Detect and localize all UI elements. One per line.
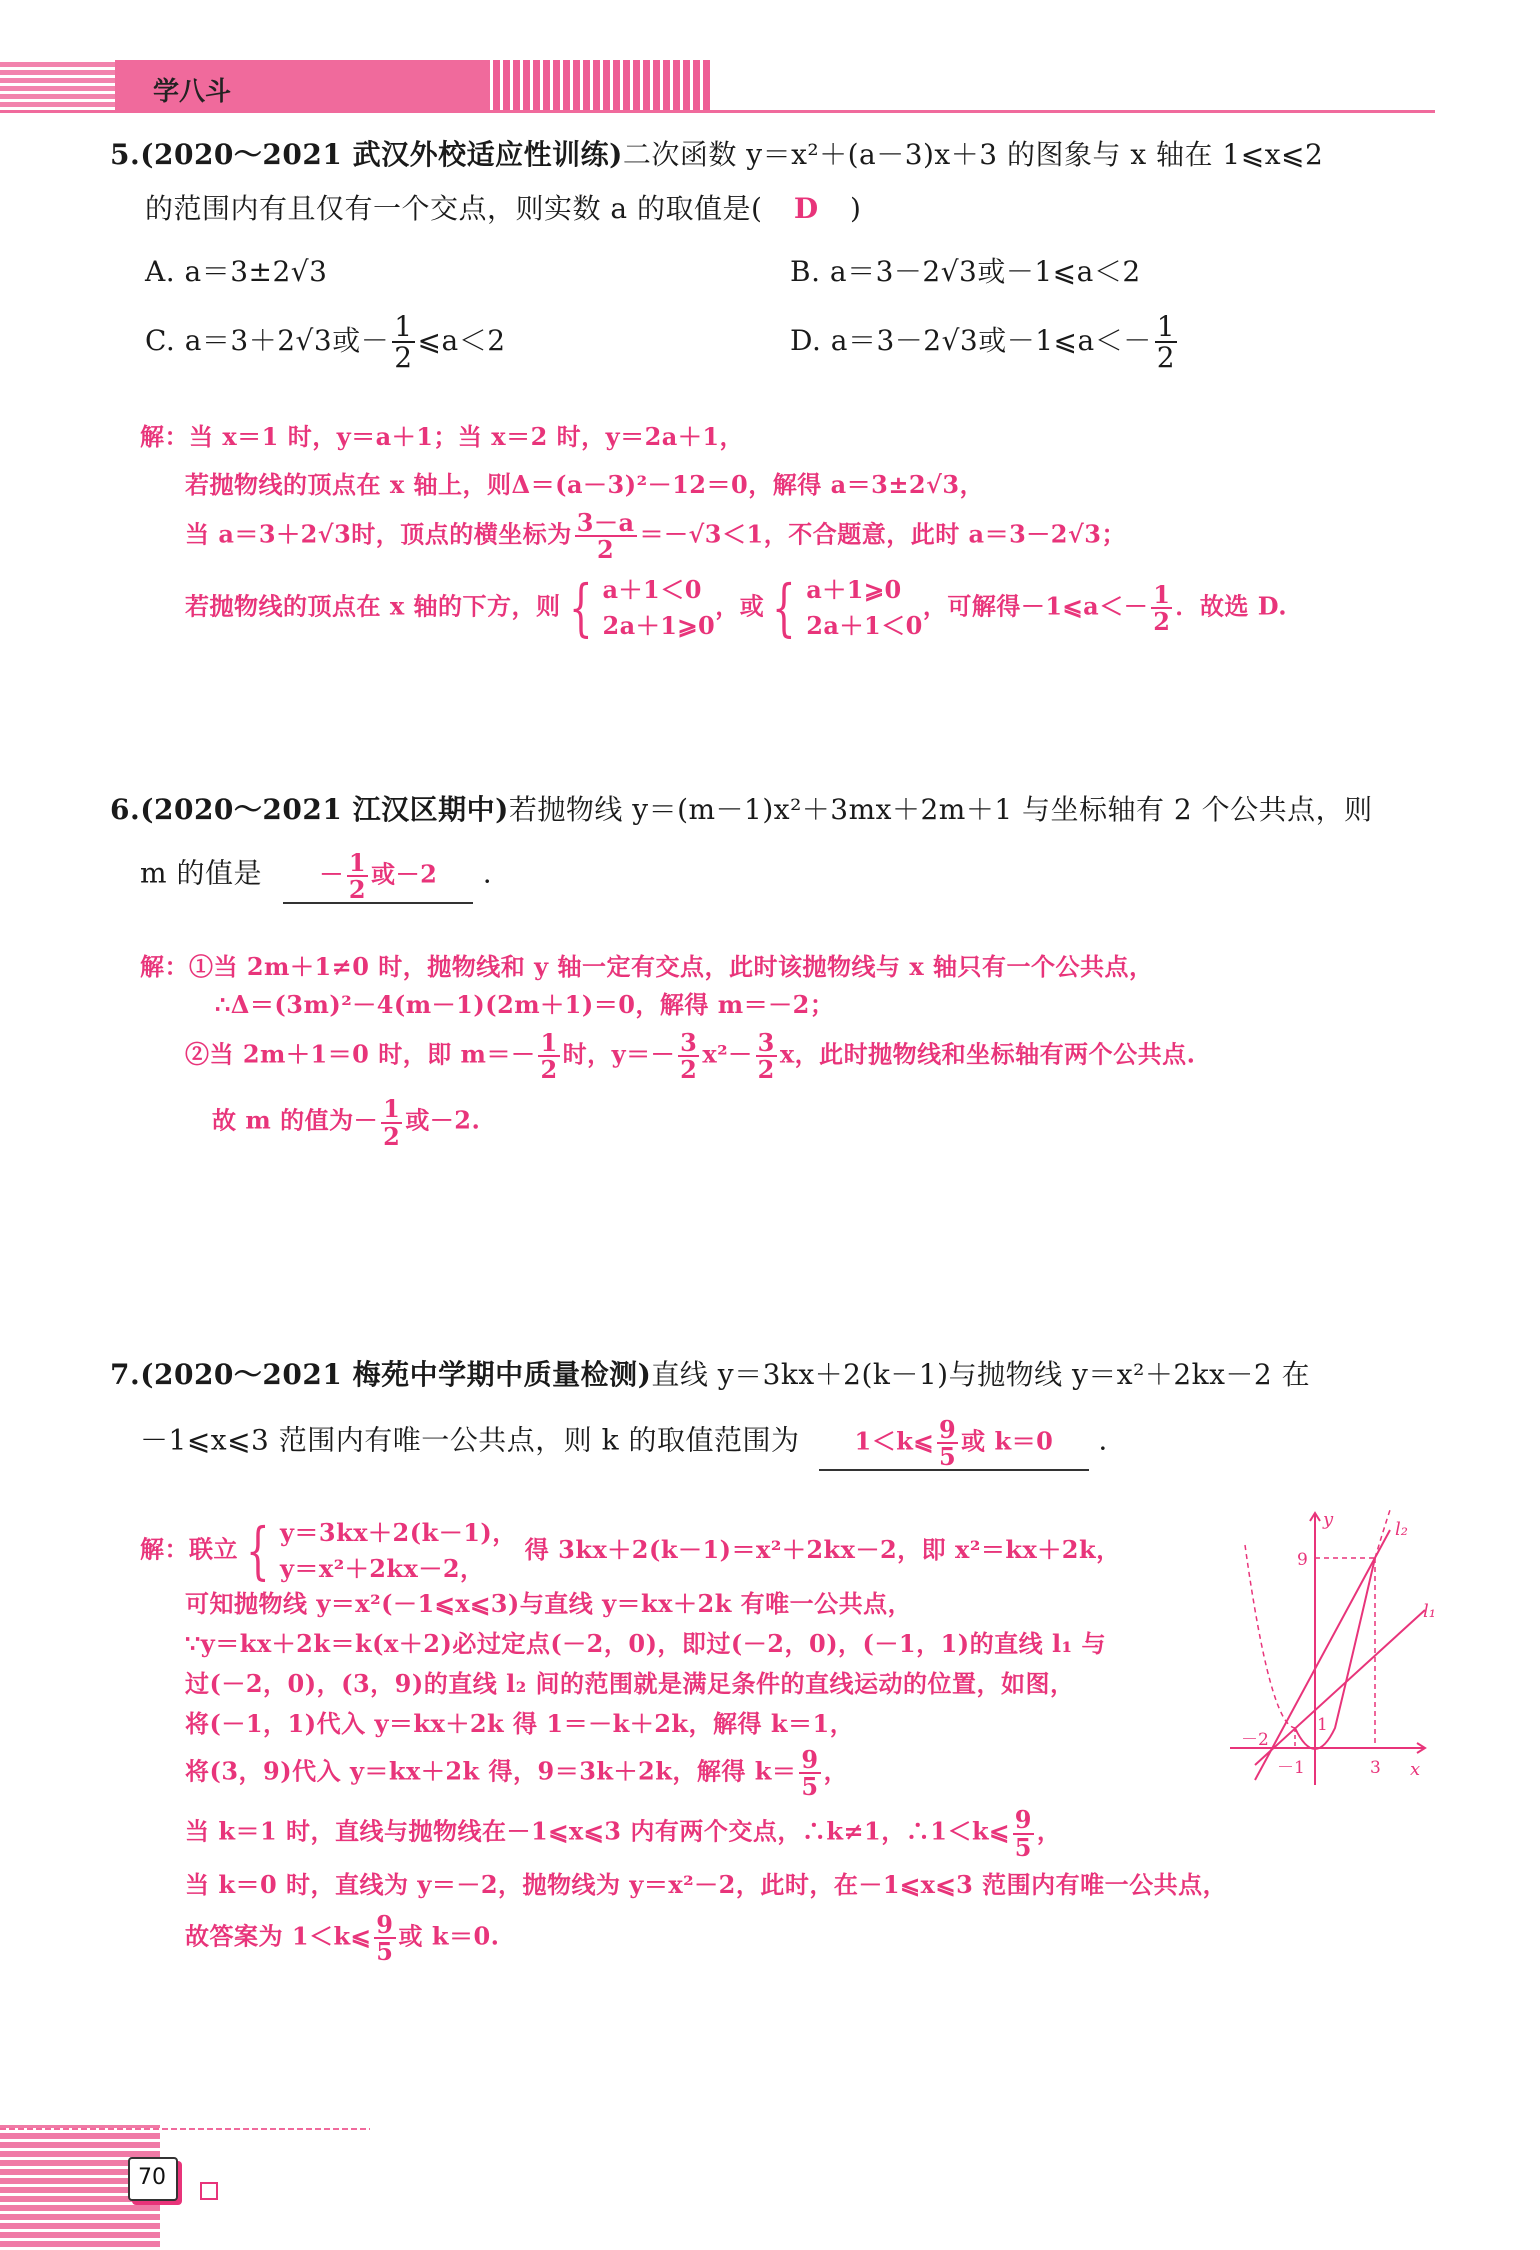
q5-text1: 二次函数 y＝x²＋(a－3)x＋3 的图象与 x 轴在 1⩽x⩽2 — [622, 138, 1324, 171]
brace: { — [568, 571, 593, 645]
frac-num: 9 — [1014, 1805, 1032, 1835]
q6-solution — [140, 950, 1360, 1149]
frac-num: 9 — [938, 1415, 957, 1444]
fraction — [538, 1028, 559, 1085]
frac-den: 2 — [540, 1055, 558, 1085]
graph-tick-neg2: －2 — [1241, 1730, 1269, 1750]
fraction — [347, 848, 368, 905]
frac-num: 9 — [801, 1745, 819, 1774]
q5-close: ) — [850, 192, 862, 225]
q5-source: (2020～2021 武汉外校适应性训练) — [140, 138, 623, 171]
frac-den: 2 — [383, 1121, 401, 1151]
frac-den: 2 — [348, 875, 367, 905]
q7-line2 — [110, 1417, 1440, 1471]
q7-text1: 直线 y＝3kx＋2(k－1)与抛物线 y＝x²＋2kx－2 在 — [651, 1358, 1311, 1391]
q5-option-c-post: ⩽a＜2 — [417, 323, 506, 357]
q5-solution — [140, 420, 1360, 644]
q5-option-c-pre: C. a＝3＋2√3或－ — [145, 323, 390, 357]
frac-num: 1 — [383, 1094, 401, 1124]
sys-row: 2a＋1⩾0 — [602, 611, 716, 641]
q5-sol-line3 — [140, 508, 1360, 565]
footer-rule — [0, 2128, 370, 2130]
q6-sol-l3c: x²－ — [702, 1039, 753, 1069]
fraction — [756, 1028, 777, 1085]
solution-label: 解： — [140, 422, 189, 451]
q5-line1 — [110, 135, 1440, 175]
page-number-box — [128, 2157, 178, 2201]
q7-sol-l6-post: ， — [823, 1756, 849, 1786]
q7-sol-l9-pre: 故答案为 1＜k⩽ — [185, 1921, 372, 1951]
frac-den: 2 — [394, 341, 413, 375]
q5-sol-l4-post1: ，可解得－1⩽a＜－ — [922, 591, 1149, 621]
q5-option-d-pre: D. a＝3－2√3或－1⩽a＜－ — [790, 323, 1152, 357]
page-header — [0, 60, 1435, 112]
q5-option-a: A. a＝3±2√3 — [145, 255, 328, 288]
frac-num: 1 — [348, 848, 367, 877]
q5-sol-l4-mid: ，或 — [715, 591, 765, 621]
q7-sol-line5: 将(－1，1)代入 y＝kx＋2k 得 1＝－k＋2k，解得 k＝1， — [185, 1709, 855, 1738]
frac-num: 9 — [376, 1909, 394, 1939]
q7-sol-line7 — [140, 1805, 1220, 1862]
fraction — [1155, 312, 1177, 373]
q6-text1: 若抛物线 y＝(m－1)x²＋3mx＋2m＋1 与坐标轴有 2 个公共点，则 — [508, 793, 1373, 826]
fraction — [392, 312, 414, 373]
q6-source: (2020～2021 江汉区期中) — [140, 793, 509, 826]
header-rule — [0, 110, 1435, 113]
equation-system — [561, 572, 716, 644]
q5-text2: 的范围内有且仅有一个交点，则实数 a 的取值是( — [145, 192, 763, 225]
q5-sol-l4-pre: 若抛物线的顶点在 x 轴的下方，则 — [185, 591, 561, 621]
q7-sol-line4: 过(－2，0)，(3，9)的直线 l₂ 间的范围就是满足条件的直线运动的位置，如图， — [185, 1669, 1075, 1698]
fraction — [381, 1094, 402, 1151]
frac-den: 2 — [757, 1055, 775, 1085]
q7-answer-blank — [819, 1417, 1089, 1471]
q6-text2: m 的值是 — [140, 856, 262, 890]
q7-sol-l7-pre: 当 k＝1 时，直线与抛物线在－1⩽x⩽3 内有两个交点，∴k≠1，∴1＜k⩽ — [185, 1817, 1010, 1847]
graph-tick-3: 3 — [1370, 1758, 1381, 1778]
q7-sol-line1 — [140, 1515, 1220, 1587]
question-5 — [110, 135, 1440, 229]
fraction — [1013, 1805, 1034, 1862]
fraction — [1151, 580, 1172, 637]
graph-l1-label: l₁ — [1423, 1601, 1436, 1622]
q5-option-c — [145, 312, 506, 373]
q6-sol-l3a: ②当 2m＋1＝0 时，即 m＝－ — [185, 1039, 536, 1069]
header-title-box — [115, 60, 490, 110]
header-title: 学八斗 — [153, 77, 232, 107]
q5-sol-l3-post: ＝－√3＜1，不合题意，此时 a＝3－2√3； — [639, 519, 1126, 549]
q5-line2 — [110, 189, 1440, 229]
q6-line1 — [110, 790, 1440, 830]
q5-number: 5. — [110, 138, 141, 171]
q5-sol-l4-post2: ．故选 D. — [1175, 591, 1288, 621]
graph-tick-1: 1 — [1317, 1715, 1328, 1735]
frac-den: 2 — [1153, 607, 1171, 637]
q6-line2 — [110, 850, 1440, 904]
q5-answer: D — [793, 192, 819, 225]
q6-sol-line4 — [140, 1094, 1360, 1151]
solution-label: 解： — [140, 952, 189, 981]
fraction — [575, 508, 637, 565]
q7-text2: －1⩽x⩽3 范围内有唯一公共点，则 k 的取值范围为 — [140, 1423, 800, 1457]
frac-den: 5 — [801, 1772, 819, 1802]
question-7 — [110, 1355, 1440, 1471]
frac-den: 2 — [680, 1055, 698, 1085]
sys-row: a＋1＜0 — [602, 575, 702, 605]
fraction — [678, 1028, 699, 1085]
q6-sol-l3b: 时，y＝－ — [562, 1039, 676, 1069]
q6-sol-l1: ①当 2m＋1≠0 时，抛物线和 y 轴一定有交点，此时该抛物线与 x 轴只有一个公共点， — [189, 952, 1154, 981]
graph-tick-9: 9 — [1297, 1550, 1308, 1570]
sys-row: y＝3kx＋2(k－1)， — [279, 1518, 517, 1547]
q6-period: . — [482, 856, 493, 890]
q7-sol-line8: 当 k＝0 时，直线为 y＝－2，抛物线为 y＝x²－2，此时，在－1⩽x⩽3 范围内有唯一公共点， — [185, 1869, 1228, 1899]
q6-sol-l4b: 或－2. — [405, 1106, 481, 1136]
brace: { — [772, 571, 797, 645]
q7-line1 — [110, 1355, 1440, 1395]
q5-sol-l3-pre: 当 a＝3＋2√3时，顶点的横坐标为 — [185, 519, 572, 549]
q6-sol-l3d: x，此时抛物线和坐标轴有两个公共点. — [779, 1039, 1196, 1069]
q6-number: 6. — [110, 793, 141, 826]
equation-system — [764, 572, 923, 644]
graph-l2-label: l₂ — [1395, 1519, 1408, 1540]
q6-answer-post: 或－2 — [371, 859, 438, 889]
sys-row: y＝x²＋2kx－2， — [279, 1554, 485, 1583]
sys-row: 2a＋1＜0 — [806, 611, 923, 641]
frac-den: 5 — [1014, 1832, 1032, 1862]
frac-num: 1 — [1156, 310, 1176, 343]
q7-source: (2020～2021 梅苑中学期中质量检测) — [140, 1358, 652, 1391]
line-l2 — [1255, 1530, 1390, 1780]
q5-option-b: B. a＝3－2√3或－1⩽a＜2 — [790, 255, 1141, 288]
fraction — [937, 1415, 958, 1472]
fraction — [374, 1909, 395, 1966]
q6-sol-l4a: 故 m 的值为－ — [212, 1106, 379, 1136]
fraction — [799, 1745, 820, 1802]
q6-answer-pre: － — [319, 859, 344, 889]
q7-period: . — [1098, 1423, 1108, 1457]
page-number: 70 — [138, 2165, 166, 2190]
frac-den: 2 — [597, 535, 615, 565]
brace: { — [245, 1514, 270, 1587]
q7-sol-line3: ∵y＝kx＋2k＝k(x＋2)必过定点(－2，0)，即过(－2，0)，(－1，1)的直线 l₁ 与 — [185, 1629, 1106, 1658]
q7-answer-pre: 1＜k⩽ — [854, 1426, 934, 1456]
equation-system — [238, 1515, 517, 1587]
q7-sol-line6 — [140, 1745, 1220, 1802]
frac-num: 1 — [1153, 580, 1171, 610]
q7-solution — [140, 1514, 1228, 1966]
frac-num: 3 — [680, 1028, 698, 1057]
q6-sol-line3 — [140, 1028, 1360, 1085]
solution-label: 解：联立 — [140, 1534, 238, 1564]
q5-option-d — [790, 312, 1180, 373]
footer-square-icon — [200, 2182, 218, 2200]
q6-sol-line2: ∴Δ＝(3m)²－4(m－1)(2m＋1)＝0，解得 m＝－2； — [215, 990, 835, 1019]
q5-sol-l1: 当 x＝1 时，y＝a＋1；当 x＝2 时，y＝2a＋1， — [189, 422, 745, 451]
frac-num: 1 — [394, 310, 413, 343]
q6-answer-blank — [283, 850, 473, 904]
q5-sol-line4 — [140, 572, 1360, 644]
sys-row: a＋1⩾0 — [806, 575, 902, 605]
q7-sol-l9-post: 或 k＝0. — [398, 1921, 500, 1951]
parabola — [1295, 1558, 1375, 1749]
frac-num: 3－a — [576, 508, 635, 537]
frac-den: 5 — [938, 1442, 957, 1472]
frac-den: 5 — [376, 1936, 394, 1966]
frac-den: 2 — [1156, 341, 1176, 375]
parabola-dashed-left — [1245, 1545, 1295, 1728]
header-side-stripes — [0, 60, 115, 110]
graph-x-label: x — [1410, 1759, 1421, 1780]
q7-sol-l6-pre: 将(3，9)代入 y＝kx＋2k 得，9＝3k＋2k，解得 k＝ — [185, 1756, 797, 1786]
q5-sol-line1 — [140, 420, 1360, 454]
q7-answer-post: 或 k＝0 — [961, 1426, 1054, 1456]
frac-num: 1 — [540, 1028, 558, 1057]
line-l1 — [1255, 1610, 1425, 1765]
q7-sol-line9 — [140, 1909, 1220, 1966]
q5-sol-line2: 若抛物线的顶点在 x 轴上，则Δ＝(a－3)²－12＝0，解得 a＝3±2√3， — [185, 470, 985, 499]
graph-y-label: y — [1323, 1509, 1334, 1530]
q6-sol-line1 — [140, 950, 1360, 984]
q7-sol-l7-post: ， — [1036, 1817, 1062, 1847]
q7-graph — [1225, 1505, 1445, 1795]
header-stripes — [490, 60, 710, 110]
q7-sol-line2: 可知抛物线 y＝x²(－1⩽x⩽3)与直线 y＝kx＋2k 有唯一公共点， — [185, 1589, 913, 1618]
question-6 — [110, 790, 1440, 904]
q7-sol-l1-post: 得 3kx＋2(k－1)＝x²＋2kx－2，即 x²＝kx＋2k， — [524, 1534, 1121, 1564]
frac-num: 3 — [757, 1028, 775, 1057]
q7-number: 7. — [110, 1358, 141, 1391]
graph-tick-neg1: －1 — [1277, 1758, 1305, 1778]
